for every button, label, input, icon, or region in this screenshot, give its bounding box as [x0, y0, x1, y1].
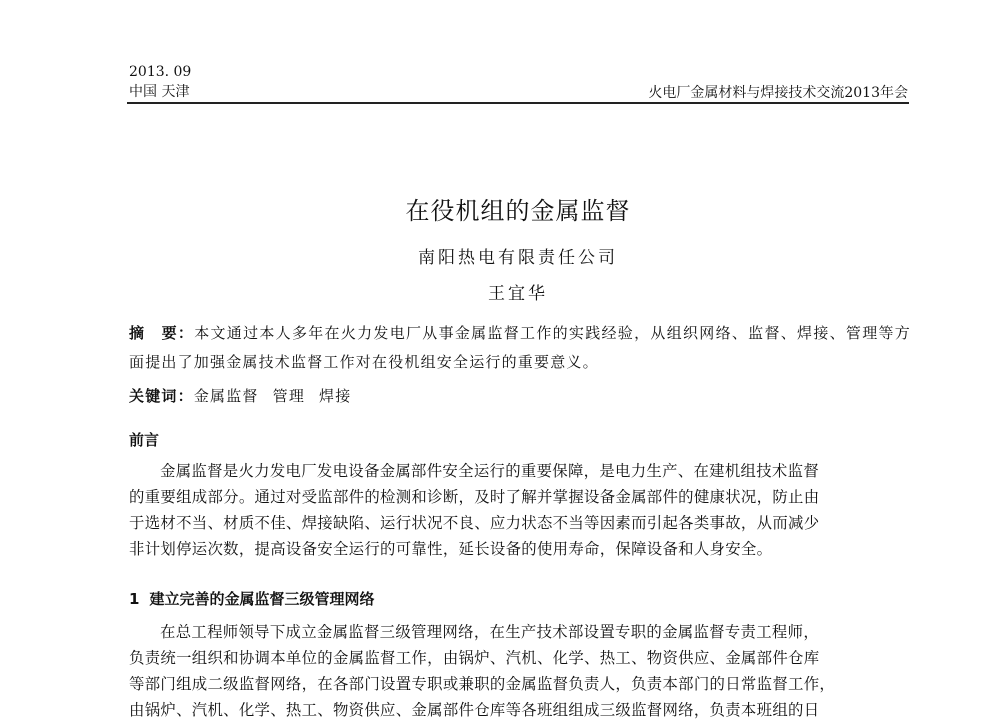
paragraph-line: 在总工程师领导下成立金属监督三级管理网络，在生产技术部设置专职的金属监督专责工程师， — [160, 623, 820, 641]
paragraph-preface — [129, 458, 911, 562]
paragraph-line: 由锅炉、汽机、化学、热工、物资供应、金属部件仓库等各班组组成三级监督网络，负责本班组的日 — [129, 701, 820, 719]
keywords-label: 关键词： — [129, 387, 194, 405]
section-number: 1 — [129, 590, 140, 608]
paragraph-line: 负责统一组织和协调本单位的金属监督工作，由锅炉、汽机、化学、热工、物资供应、金属部件仓库 — [129, 649, 820, 667]
paper-title: 在役机组的金属监督 — [405, 197, 631, 225]
paragraph-line: 于选材不当、材质不佳、焊接缺陷、运行状况不良、应力状态不当等因素而引起各类事故，从而减少 — [129, 514, 820, 532]
header-date-location — [129, 62, 191, 102]
section-heading-1 — [129, 586, 374, 612]
keywords — [129, 382, 365, 410]
section-heading-preface: 前言 — [129, 431, 160, 449]
header-conference: 火电厂金属材料与焊接技术交流2013年会 — [648, 85, 908, 101]
abstract-label: 摘 要： — [129, 324, 195, 342]
paragraph-line: 非计划停运次数，提高设备安全运行的可靠性，延长设备的使用寿命，保障设备和人身安全。 — [129, 540, 773, 558]
paragraph-line: 金属监督是火力发电厂发电设备金属部件安全运行的重要保障，是电力生产、在建机组技术监督 — [160, 462, 820, 480]
keyword-item: 金属监督 — [193, 387, 259, 405]
header-location: 中国 天津 — [129, 84, 190, 100]
paragraph-line: 的重要组成部分。通过对受监部件的检测和诊断，及时了解并掌握设备金属部件的健康状况，防止由 — [129, 488, 820, 506]
paragraph-line: 等部门组成二级监督网络，在各部门设置专职或兼职的金属监督负责人，负责本部门的日常监督工作， — [129, 675, 836, 693]
abstract-text: 本文通过本人多年在火力发电厂从事金属监督工作的实践经验，从组织网络、监督、焊接、管理等方面提出了加强金属技术监督工作对在役机组安全运行的重要意义。 — [129, 324, 911, 371]
keyword-item: 管理 — [272, 387, 306, 405]
keyword-item: 焊接 — [319, 387, 352, 405]
section-title: 建立完善的金属监督三级管理网络 — [149, 590, 375, 608]
author-name: 王宜华 — [488, 284, 548, 304]
abstract — [129, 319, 911, 377]
paragraph-section-1 — [129, 619, 911, 723]
header-date: 2013. 09 — [129, 64, 192, 80]
author-affiliation: 南阳热电有限责任公司 — [418, 248, 618, 268]
header-divider — [127, 102, 909, 104]
